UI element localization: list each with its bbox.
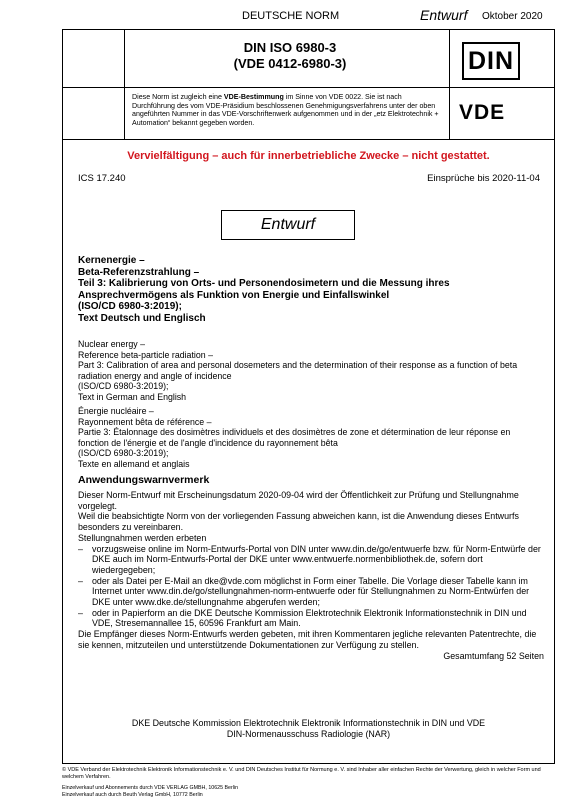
list-item: – vorzugsweise online im Norm-Entwurfs-Portal von DIN unter www.din.de/go/entwuerfe bzw. für Norm-Entwürfe der DKE auch im Norm-Entwurfs-Portal der DKE unter www.entwuerfe.normenbibliothek.de, sofern dort wiedergegeben; [78,543,541,575]
paragraph: Dieser Norm-Entwurf mit Erscheinungsdatum 2020-09-04 wird der Öffentlichkeit zur Prüfung und Stellungnahme vorgelegt. [78,490,519,511]
vde-logo: VDE [459,101,506,124]
divider [62,139,555,140]
standard-number: DIN ISO 6980-3 [243,40,337,55]
title-german: Kernenergie – Beta-Referenzstrahlung – Teil 3: Kalibrierung von Orts- und Personendosimetern und die Messung ihres Ansprechvermögens als Funktion von Energie und Einfallswinkel (ISO/CD 6980-3:2019); Text Deutsch und Englisch [78,255,450,324]
document-title [132,40,448,72]
reproduction-warning: Vervielfältigung – auch für innerbetriebliche Zwecke – nicht gestattet. [127,150,490,162]
header-date: Oktober 2020 [482,11,543,22]
title-french: Énergie nucléaire – Rayonnement bêta de référence – Partie 3: Étalonnage des dosimètres individuels et des dosimètres de zone et détermination de leur réponse en fonction de l'énergie et de l'angle d'incidence du rayonnement bêta (ISO/CD 6980-3:2019); Texte en allemand et anglais [78,406,511,469]
vde-number: (VDE 0412-6980-3) [233,56,347,71]
list-item: – oder in Papierform an die DKE Deutsche Kommission Elektrotechnik Elektronik Informationstechnik in DIN und VDE, Stresemannallee 15, 60596 Frankfurt am Main. [78,607,527,629]
din-logo: DIN [462,42,520,80]
title-english: Nuclear energy – Reference beta-particle radiation – Part 3: Calibration of area and personal dosemeters and the determination of their response as a function of beta radiation energy and angle of incidence (ISO/CD 6980-3:2019); Text in German and English [78,339,518,402]
header-norm-label: DEUTSCHE NORM [242,10,340,22]
application-warning-body [78,490,548,661]
divider [62,87,555,88]
nar-line: DIN-Normenausschuss Radiologie (NAR) [226,729,391,739]
application-warning-heading: Anwendungswarnvermerk [78,474,210,486]
sales-info: Einzelverkauf und Abonnements durch VDE VERLAG GMBH, 10625 Berlin Einzelverkauf auch durch Beuth Verlag GmbH, 10772 Berlin [62,785,239,799]
dash-icon: – [78,607,83,618]
total-pages: Gesamtumfang 52 Seiten [443,650,544,661]
list-item: – oder als Datei per E-Mail an dke@vde.com möglichst in Form einer Tabelle. Die Vorlage dieser Tabelle kann im Internet unter www.din.de/go/stellungnahmen-norm-entwuerfe oder für Stellungnahmen zu Norm-Entwürfen der DKE unter www.dke.de/stellungnahme abgerufen werden; [78,575,530,608]
vde-note: Diese Norm ist zugleich eine VDE-Bestimmung im Sinne von VDE 0022. Sie ist nach Durchführung des vom VDE-Präsidium beschlossenen Genehmigungsverfahrens unter der oben angeführten Nummer in das VDE-Vorschriftenwerk aufgenommen und in der „etz Elektrotechnik + Automation“ bekannt gegeben worden. [132,93,439,127]
draft-stamp: Entwurf [221,210,355,240]
header-status: Entwurf [420,7,468,23]
dash-icon: – [78,575,83,586]
paragraph: Die Empfänger dieses Norm-Entwurfs werden gebeten, mit ihren Kommentaren jegliche relevanten Patentrechte, die sie kennen, mitzuteilen und unterstützende Dokumentationen zur Verfügung zu stellen. [78,629,537,650]
objection-deadline: Einsprüche bis 2020-11-04 [427,173,540,184]
copyright-notice: © VDE Verband der Elektrotechnik Elektronik Informationstechnik e. V. und DIN Deutsches Institut für Normung e. V. sind Inhaber aller einfachen Rechte der Verwertung, gleich in welcher Form und welchem Verfahren. [62,767,541,780]
divider [449,29,450,140]
paragraph: Weil die beabsichtigte Norm von der vorliegenden Fassung abweichen kann, ist die Anwendung dieses Entwurfs besonders zu vereinbaren. [78,511,519,533]
committee-info [62,718,555,740]
paragraph: Stellungnahmen werden erbeten [78,532,207,543]
dke-line: DKE Deutsche Kommission Elektrotechnik Elektronik Informationstechnik in DIN und VDE [131,718,486,728]
ics-code: ICS 17.240 [78,173,126,184]
dash-icon: – [78,543,83,554]
divider [124,29,125,140]
